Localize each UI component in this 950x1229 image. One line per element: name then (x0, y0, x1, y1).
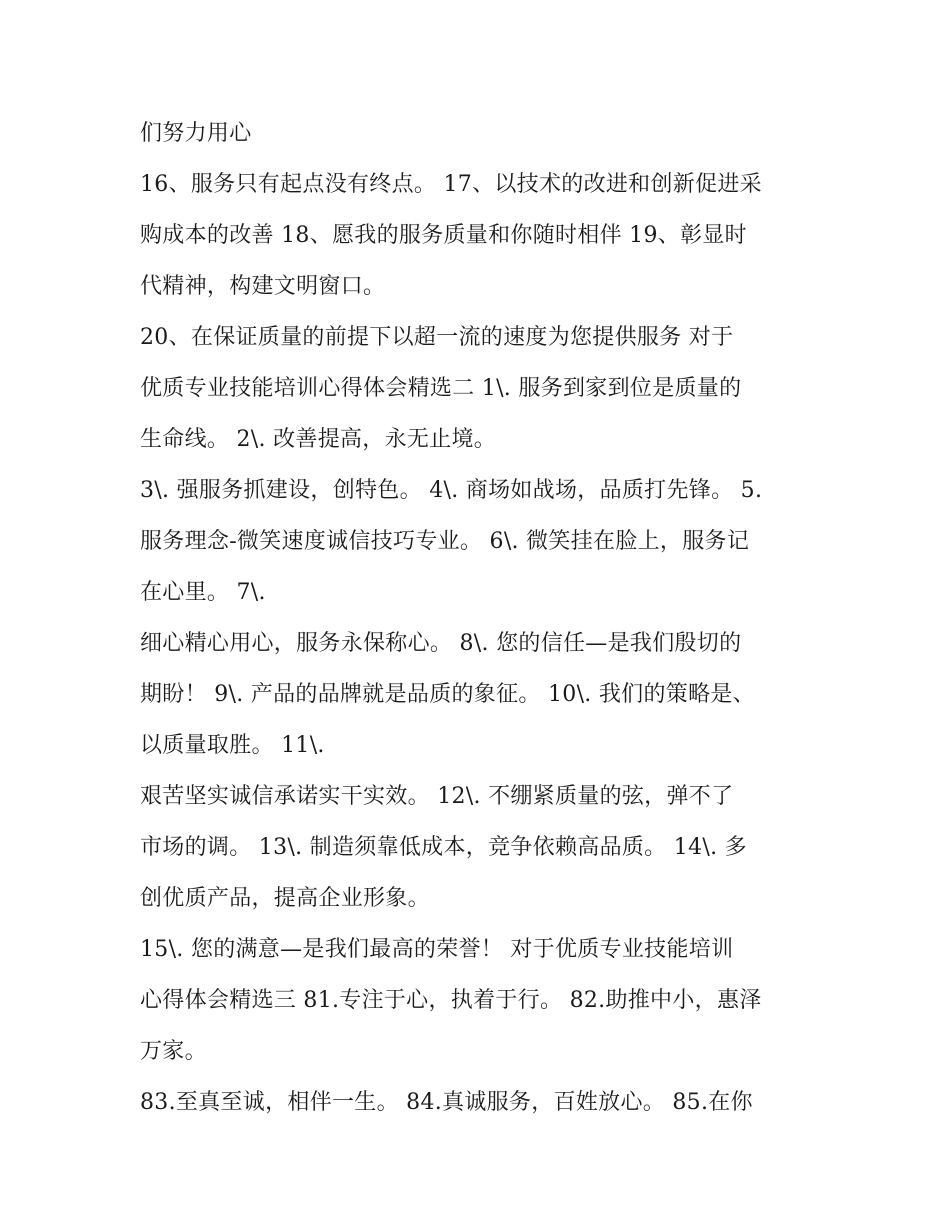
text-line: 15\. 您的满意—是我们最高的荣誉！ 对于优质专业技能培训 (140, 937, 734, 962)
text-line: 市场的调。 13\. 制造须靠低成本，竞争依赖高品质。 14\. 多 (140, 835, 747, 860)
text-line: 服务理念-微笑速度诚信技巧专业。 6\. 微笑挂在脸上，服务记 (140, 529, 750, 554)
text-line: 创优质产品，提高企业形象。 (140, 886, 430, 911)
text-line: 期盼！ 9\. 产品的品牌就是品质的象征。 10\. 我们的策略是、 (140, 682, 755, 707)
text-line: 83.至真至诚，相伴一生。 84.真诚服务，百姓放心。 85.在你 (140, 1090, 753, 1115)
text-line: 艰苦坚实诚信承诺实干实效。 12\. 不绷紧质量的弦，弹不了 (140, 784, 734, 809)
text-line: 生命线。 2\. 改善提高，永无止境。 (140, 427, 497, 452)
text-line: 在心里。 7\. (140, 580, 266, 605)
text-line: 心得体会精选三 81.专注于心，执着于行。 82.助推中小，惠泽 (140, 988, 762, 1013)
text-line: 代精神，构建文明窗口。 (140, 274, 386, 299)
text-line: 16、服务只有起点没有终点。 17、以技术的改进和创新促进采 (140, 172, 762, 197)
text-line: 以质量取胜。 11\. (140, 733, 325, 758)
text-line: 们努力用心 (140, 121, 252, 146)
text-line: 购成本的改善 18、愿我的服务质量和你随时相伴 19、彰显时 (140, 223, 747, 248)
text-line: 20、在保证质量的前提下以超一流的速度为您提供服务 对于 (140, 325, 734, 350)
text-line: 万家。 (140, 1039, 207, 1064)
document-body (140, 108, 820, 1128)
text-line: 优质专业技能培训心得体会精选二 1\. 服务到家到位是质量的 (140, 376, 742, 401)
text-line: 细心精心用心，服务永保称心。 8\. 您的信任—是我们殷切的 (140, 631, 742, 656)
text-line: 3\. 强服务抓建设，创特色。 4\. 商场如战场，品质打先锋。 5. (140, 478, 763, 503)
